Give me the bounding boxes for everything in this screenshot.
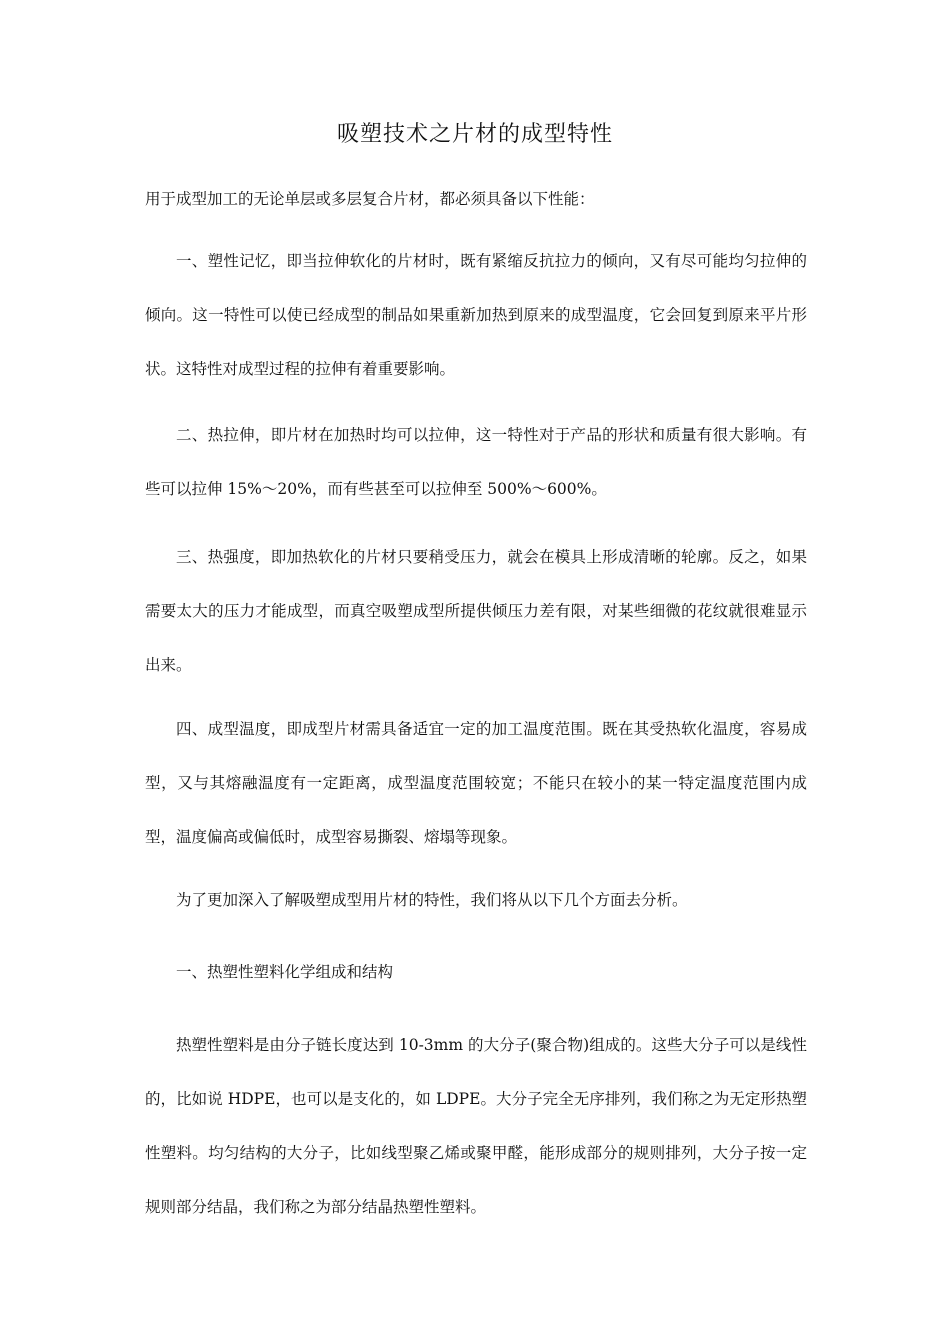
paragraph-analysis-intro: 为了更加深入了解吸塑成型用片材的特性，我们将从以下几个方面去分析。 (176, 891, 688, 909)
paragraph-thermoplastic-structure: 热塑性塑料是由分子链长度达到 10-3mm 的大分子(聚合物)组成的。这些大分子可以是线性的，比如说 HDPE，也可以是支化的，如 LDPE。大分子完全无序排列，我们称之为无定形热塑性塑料。均匀结构的大分子，比如线型聚乙烯或聚甲醛，能形成部分的规则排列，大分子按一定规则部分结晶，我们称之为部分结晶热塑性塑料。 (145, 1036, 807, 1216)
paragraph-plastic-memory: 一、塑性记忆，即当拉伸软化的片材时，既有紧缩反抗拉力的倾向，又有尽可能均匀拉伸的倾向。这一特性可以使已经成型的制品如果重新加热到原来的成型温度，它会回复到原来平片形状。这特性对成型过程的拉伸有着重要影响。 (145, 252, 807, 378)
paragraph-hot-stretch: 二、热拉伸，即片材在加热时均可以拉伸，这一特性对于产品的形状和质量有很大影响。有些可以拉伸 15%～20%，而有些甚至可以拉伸至 500%～600%。 (145, 426, 807, 498)
section-heading-thermoplastic-structure: 一、热塑性塑料化学组成和结构 (176, 963, 394, 981)
intro-paragraph: 用于成型加工的无论单层或多层复合片材，都必须具备以下性能： (145, 190, 595, 208)
paragraph-hot-strength: 三、热强度，即加热软化的片材只要稍受压力，就会在模具上形成清晰的轮廓。反之，如果需要太大的压力才能成型，而真空吸塑成型所提供倾压力差有限，对某些细微的花纹就很难显示出来。 (145, 548, 807, 674)
document-title: 吸塑技术之片材的成型特性 (336, 122, 613, 147)
paragraph-forming-temperature: 四、成型温度，即成型片材需具备适宜一定的加工温度范围。既在其受热软化温度，容易成型，又与其熔融温度有一定距离，成型温度范围较宽；不能只在较小的某一特定温度范围内成型，温度偏高或偏低时，成型容易撕裂、熔塌等现象。 (145, 720, 807, 846)
